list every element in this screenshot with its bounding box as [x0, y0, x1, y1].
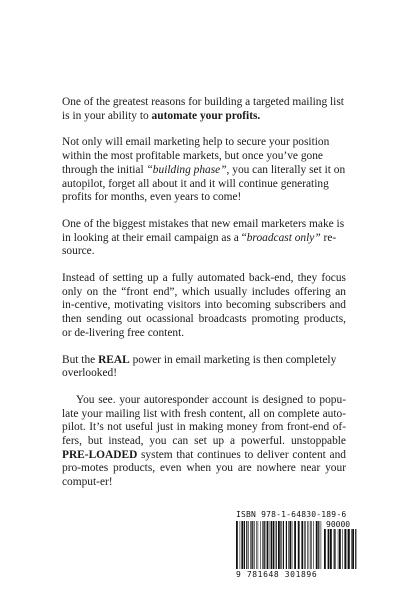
barcode-bar [289, 521, 291, 569]
barcode-bar [316, 521, 318, 569]
isbn-label: ISBN 978-1-64830-189-6 [236, 510, 347, 519]
barcode-bar [324, 529, 326, 569]
barcode-bar [292, 521, 293, 569]
barcode-bar [246, 521, 247, 569]
barcode-bar [236, 521, 238, 569]
barcode-bar [348, 529, 350, 569]
barcode-bar [280, 521, 281, 569]
paragraph-3 [62, 218, 346, 259]
p1-bold: automate your profits. [151, 109, 261, 122]
barcode-bar [304, 521, 305, 569]
barcode-bar [267, 521, 269, 569]
barcode-bar [347, 529, 348, 569]
barcode-bar [248, 521, 249, 569]
paragraph-5 [62, 354, 346, 381]
barcode-bar [355, 529, 356, 569]
barcode-bar [260, 521, 261, 569]
barcode-bar [286, 521, 287, 569]
p2-text-c: , you can literally set it on autopilot, forget all about it and it will continue generating profits for months, even years to come! [62, 163, 346, 204]
barcode-bar [240, 521, 241, 569]
barcode-bar [338, 529, 339, 569]
ean-barcode [236, 521, 324, 569]
barcode-bar [334, 529, 335, 569]
paragraph-2 [62, 136, 346, 205]
barcode-bar [258, 521, 259, 569]
p5-text-a: But the [62, 353, 99, 366]
barcode-bar [276, 521, 277, 569]
paragraph-4: Instead of setting up a fully automated back-end, they focus only on the “front end”, which usually includes offering an in-centive, motivating visitors into becoming subscribers and then sending out ocassional broadcasts promoting products, or de-livering free content. [62, 272, 346, 339]
p2-text-a: Not only will email marketing help to secure your position within the most profitable markets, but once you’ve gone through the initial [62, 136, 330, 176]
barcode-bar [250, 521, 251, 569]
barcode-bar [271, 521, 272, 569]
barcode-bar [328, 529, 330, 569]
barcode-bar [270, 521, 271, 569]
price-barcode [324, 529, 358, 569]
barcode-bar [339, 529, 341, 569]
barcode-bar [256, 521, 257, 569]
p3-text-a: One of the biggest mistakes that new email marketers make is in looking at their email campaign as a “ [62, 217, 345, 244]
p3-italic: broadcast only” [246, 231, 321, 244]
barcode-bar [310, 521, 311, 569]
barcode-bar [344, 529, 346, 569]
barcode-bar [298, 521, 300, 569]
barcode-bar [294, 521, 296, 569]
barcode-bar [241, 521, 243, 569]
paragraph-6 [62, 394, 346, 490]
barcode-bar [330, 529, 332, 569]
p5-bold: REAL [98, 353, 130, 366]
barcode-bar [273, 521, 275, 569]
barcode-bar [309, 521, 310, 569]
paragraph-1 [62, 96, 346, 123]
barcode-bar [342, 529, 343, 569]
barcode-bar [335, 529, 336, 569]
p6-text-a: You see. your autoresponder account is designed to popu-late your mailing list with fresh content, all on complete auto-pilot. It’s not useful just in making money from front-end of-fers, but instead, you can set up a powerful. unstoppable [62, 393, 346, 448]
barcode-bar [318, 521, 319, 569]
barcode-bar [313, 521, 314, 569]
ean-digits: 9 781648 301896 [236, 570, 318, 579]
price-code: 90000 [326, 520, 351, 529]
barcode-bar [264, 521, 265, 569]
barcode-bar [301, 521, 303, 569]
barcode-bar [244, 521, 245, 569]
p1-text: One of the greatest reasons for building a targeted mailing list is in your ability to [62, 96, 344, 122]
barcode-bar [288, 521, 289, 569]
p6-bold: PRE-LOADED [62, 448, 138, 461]
barcode-bar [351, 529, 352, 569]
p6-text-c: system that continues to deliver content and pro-motes products, even when you are nowhere near your comput-er! [62, 448, 346, 489]
barcode-bar [278, 521, 280, 569]
barcode-bar [352, 529, 354, 569]
p3-text-c: re-source. [62, 231, 337, 258]
barcode-bar [307, 521, 308, 569]
page-text [62, 96, 346, 503]
barcode-bar [321, 521, 322, 569]
barcode-bar [254, 521, 255, 569]
barcode-bar [262, 521, 263, 569]
p2-italic: “building phase” [146, 163, 227, 176]
barcode-bar [252, 521, 253, 569]
p5-text-c: power in email marketing is then completely overlooked! [62, 353, 337, 380]
barcode-bar [283, 521, 284, 569]
